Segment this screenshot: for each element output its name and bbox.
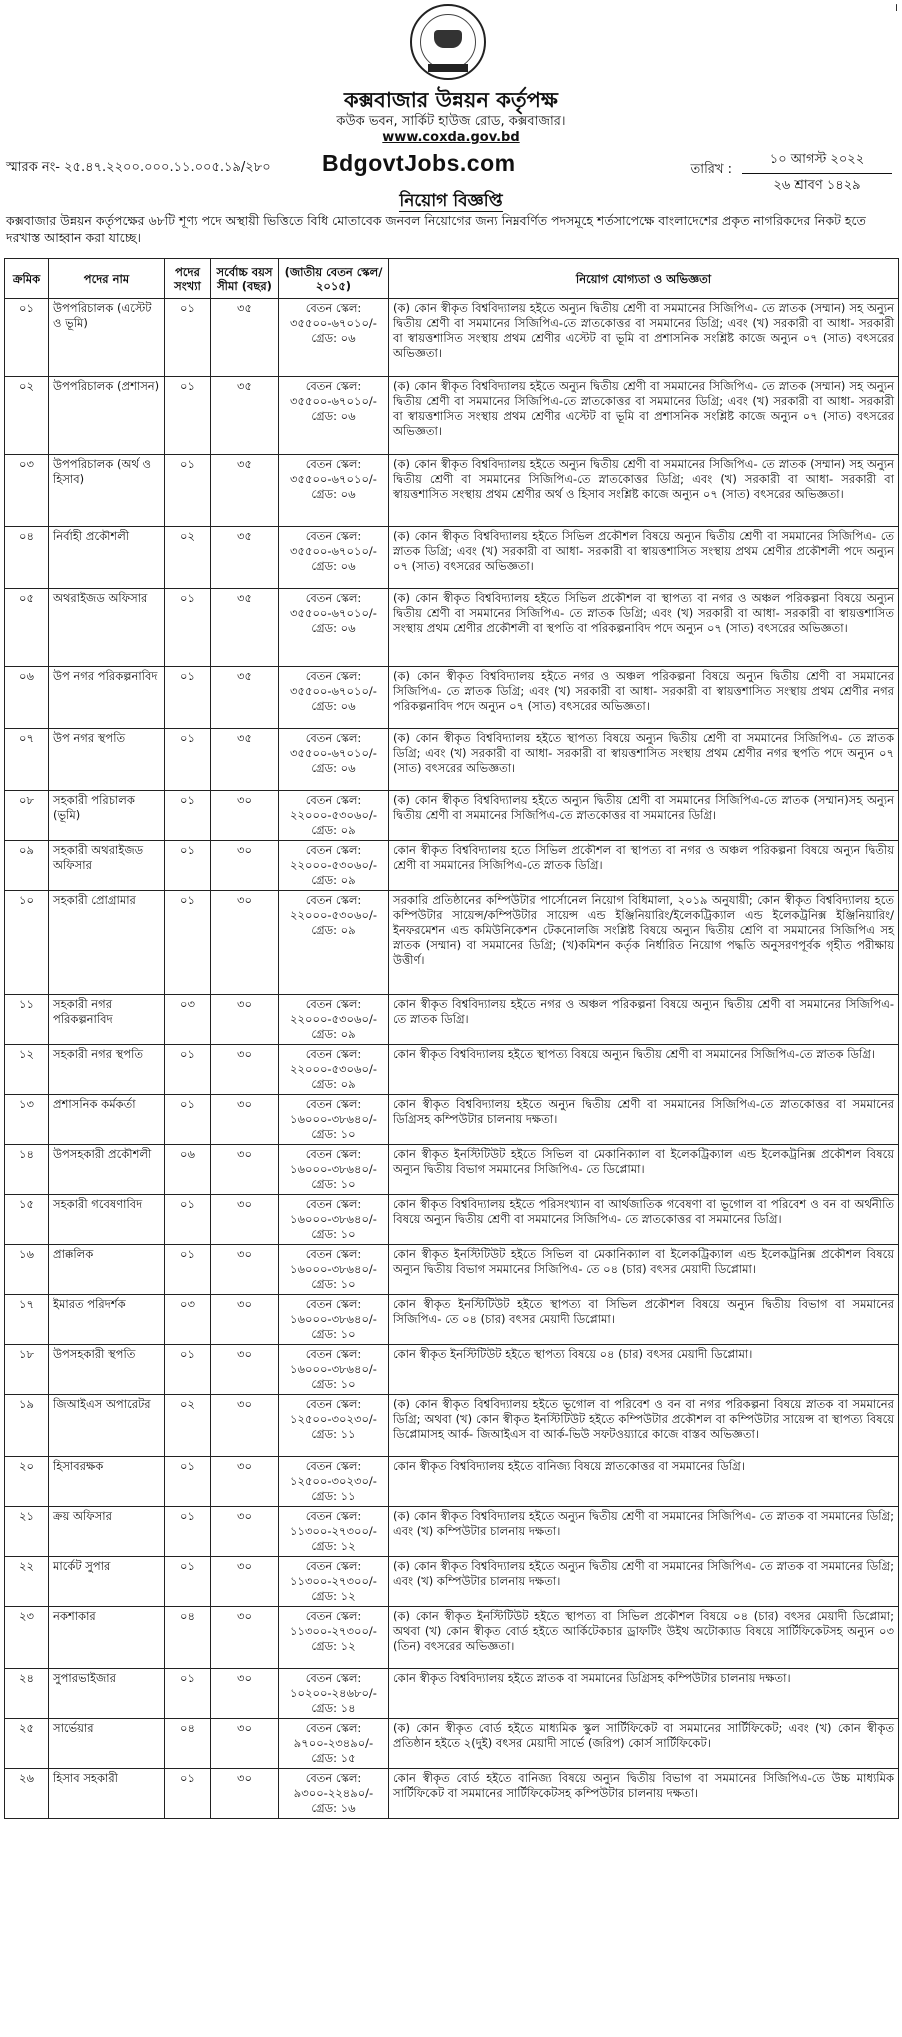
notice-title: নিয়োগ বিজ্ঞপ্তি	[399, 191, 503, 211]
qualification-cell: কোন স্বীকৃত ইনস্টিটিউট হইতে সিভিল বা মেকানিক্যাল বা ইলেকট্রিক্যাল এন্ড ইলেকট্রনিক্স প্রকৌশল বিষয়ে অন্যুন দ্বিতীয় বিভাগ সমমানের সিজিপিএ- তে ০৪ (চার) বৎসর মেয়াদী ডিপ্লোমা।	[389, 1245, 899, 1295]
qualification-cell: (ক) কোন স্বীকৃত বিশ্ববিদ্যালয় হইতে নগর ও অঞ্চল পরিকল্পনা বিষয়ে অন্যুন দ্বিতীয় শ্রেণী বা সমমানের সিজিপিএ- তে স্নাতক ডিগ্রি; এবং (খ) সরকারী বা আধা- সরকারী বা স্বায়ত্তশাসিত সংস্থায় প্রথম শ্রেণীর নগর পরিকল্পনাবিদ পদে অন্যুন ০৭ (সাত) বৎসরের অভিজ্ঞতা।	[389, 667, 899, 729]
post-count-cell: ০২	[165, 1395, 211, 1457]
pay-scale-cell: বেতন স্কেল: ১০২০০-২৪৬৮০/- গ্রেড: ১৪	[279, 1669, 389, 1719]
max-age-cell: ৩৫	[211, 299, 279, 377]
post-count-cell: ০১	[165, 1769, 211, 1819]
table-row	[5, 1669, 899, 1719]
qualification-cell: কোন স্বীকৃত ইনস্টিটিউট হইতে স্থাপত্য বিষয়ে ০৪ (চার) বৎসর মেয়াদী ডিপ্লোমা।	[389, 1345, 899, 1395]
table-row	[5, 1607, 899, 1669]
table-row	[5, 1295, 899, 1345]
max-age-cell: ৩০	[211, 1457, 279, 1507]
post-name-cell: সহকারী নগর পরিকল্পনাবিদ	[49, 995, 165, 1045]
pay-scale-cell: বেতন স্কেল: ১২৫০০-৩০২৩০/- গ্রেড: ১১	[279, 1457, 389, 1507]
serial-cell: ০৭	[5, 729, 49, 791]
post-name-cell: উপপরিচালক (এস্টেট ও ভূমি)	[49, 299, 165, 377]
pay-scale-cell: বেতন স্কেল: ৩৫৫০০-৬৭০১০/- গ্রেড: ০৬	[279, 527, 389, 589]
header	[0, 0, 902, 193]
pay-scale-cell: বেতন স্কেল: ১৬০০০-৩৮৬৪০/- গ্রেড: ১০	[279, 1145, 389, 1195]
pay-scale-cell: বেতন স্কেল: ২২০০০-৫৩০৬০/- গ্রেড: ০৯	[279, 841, 389, 891]
max-age-cell: ৩০	[211, 1095, 279, 1145]
header-pay: (জাতীয় বেতন স্কেল/২০১৫)	[279, 259, 389, 299]
post-count-cell: ০১	[165, 1345, 211, 1395]
table-row	[5, 1145, 899, 1195]
serial-cell: ০৯	[5, 841, 49, 891]
max-age-cell: ৩০	[211, 1195, 279, 1245]
memo-number: স্মারক নং- ২৫.৪৭.২২০০.০০০.১১.০০৫.১৯/২৮০	[6, 160, 271, 175]
post-count-cell: ০১	[165, 1557, 211, 1607]
pay-scale-cell: বেতন স্কেল: ১১৩০০-২৭৩০০/- গ্রেড: ১২	[279, 1507, 389, 1557]
qualification-cell: (ক) কোন স্বীকৃত বিশ্ববিদ্যালয় হইতে অন্যুন দ্বিতীয় শ্রেণী বা সমমানের সিজিপিএ- তে স্নাতক বা সমমানের ডিগ্রি; এবং (খ) কম্পিউটার চালনায় দক্ষতা।	[389, 1557, 899, 1607]
post-name-cell: সহকারী প্রোগ্রামার	[49, 891, 165, 995]
pay-scale-cell: বেতন স্কেল: ১৬০০০-৩৮৬৪০/- গ্রেড: ১০	[279, 1295, 389, 1345]
pay-scale-cell: বেতন স্কেল: ২২০০০-৫৩০৬০/- গ্রেড: ০৯	[279, 891, 389, 995]
table-row	[5, 527, 899, 589]
post-name-cell: অথরাইজড অফিসার	[49, 589, 165, 667]
post-name-cell: জিআইএস অপারেটর	[49, 1395, 165, 1457]
post-name-cell: উপসহকারী প্রকৌশলী	[49, 1145, 165, 1195]
post-count-cell: ০১	[165, 1045, 211, 1095]
pay-scale-cell: বেতন স্কেল: ১৬০০০-৩৮৬৪০/- গ্রেড: ১০	[279, 1345, 389, 1395]
serial-cell: ১৯	[5, 1395, 49, 1457]
post-count-cell: ০১	[165, 1457, 211, 1507]
max-age-cell: ৩৫	[211, 729, 279, 791]
qualification-cell: (ক) কোন স্বীকৃত বিশ্ববিদ্যালয় হইতে সিভিল প্রকৌশল বা স্থাপত্য বা নগর ও অঞ্চল পরিকল্পনা বিষয়ে অন্যুন দ্বিতীয় শ্রেণী বা সমমানের সিজিপিএ- তে স্নাতক ডিগ্রি; এবং (খ) সরকারী বা আধা- সরকারী বা স্বায়ত্তশাসিত সংস্থায় প্রথম শ্রেণীর প্রকৌশলী বা স্থপতি বা পরিকল্পনাবিদ পদে অন্যুন ০৭ (সাত) বৎসরের অভিজ্ঞতা।	[389, 589, 899, 667]
qualification-cell: সরকারি প্রতিষ্ঠানের কম্পিউটার পার্সোনেল নিয়োগ বিধিমালা, ২০১৯ অনুযায়ী; কোন স্বীকৃত বিশ্ববিদ্যালয় হতে কম্পিউটার সায়েন্স/কম্পিউটার সায়েন্স এন্ড ইঞ্জিনিয়ারিং/ইলেকট্রিক্যাল এন্ড ইলেকট্রনিক্স ইঞ্জিনিয়ারিং/ইনফরমেশন এন্ড কমিউনিকেশন টেকনোলজি সংশ্লিষ্ট বিষয়ে অন্যুন দ্বিতীয় শ্রেণি বা সমমানের সিজিপিএ সহ স্নাতক (সম্মান) বা সমমানের ডিগ্রি; (খ)কমিশন কর্তৃক নির্ধারিত নিয়োগ পদ্ধতি অনুসরণপূর্বক গৃহীত পরীক্ষায় উত্তীর্ণ।	[389, 891, 899, 995]
pay-scale-cell: বেতন স্কেল: ৩৫৫০০-৬৭০১০/- গ্রেড: ০৬	[279, 299, 389, 377]
serial-cell: ১০	[5, 891, 49, 995]
qualification-cell: (ক) কোন স্বীকৃত ইনস্টিটিউট হইতে স্থাপত্য বা সিভিল প্রকৌশল বিষয়ে ০৪ (চার) বৎসর মেয়াদী ডিপ্লোমা; অথবা (খ) কোন স্বীকৃত বোর্ড হইতে আর্কিটেকচার ড্রাফটিং উইথ অটোক্যাড বিষয়ে সার্টিফিকেটসহ অন্যুন ০৩ (তিন) বৎসরের অভিজ্ঞতা।	[389, 1607, 899, 1669]
date-label: তারিখ :	[690, 162, 732, 177]
serial-cell: ২১	[5, 1507, 49, 1557]
max-age-cell: ৩৫	[211, 527, 279, 589]
post-count-cell: ০৩	[165, 995, 211, 1045]
table-row	[5, 729, 899, 791]
post-name-cell: ইমারত পরিদর্শক	[49, 1295, 165, 1345]
qualification-cell: কোন স্বীকৃত বিশ্ববিদ্যালয় হইতে বানিজ্য বিষয়ে স্নাতকোত্তর বা সমমানের ডিগ্রি।	[389, 1457, 899, 1507]
table-row	[5, 667, 899, 729]
serial-cell: ২৩	[5, 1607, 49, 1669]
pay-scale-cell: বেতন স্কেল: ২২০০০-৫৩০৬০/- গ্রেড: ০৯	[279, 995, 389, 1045]
pay-scale-cell: বেতন স্কেল: ৩৫৫০০-৬৭০১০/- গ্রেড: ০৬	[279, 455, 389, 527]
date-bangla: ২৬ শ্রাবণ ১৪২৯	[773, 178, 861, 193]
max-age-cell: ৩০	[211, 1607, 279, 1669]
serial-cell: ১৬	[5, 1245, 49, 1295]
max-age-cell: ৩০	[211, 1295, 279, 1345]
serial-cell: ২০	[5, 1457, 49, 1507]
vacancy-table	[4, 258, 899, 1819]
serial-cell: ২২	[5, 1557, 49, 1607]
pay-scale-cell: বেতন স্কেল: ২২০০০-৫৩০৬০/- গ্রেড: ০৯	[279, 791, 389, 841]
table-row	[5, 377, 899, 455]
serial-cell: ২৬	[5, 1769, 49, 1819]
qualification-cell: (ক) কোন স্বীকৃত বিশ্ববিদ্যালয় হইতে অন্যুন দ্বিতীয় শ্রেণী বা সমমানের সিজিপিএ- তে স্নাতক (সম্মান) সহ অন্যুন দ্বিতীয় শ্রেণী বা সমমানের সিজিপিএ-তে স্নাতকোত্তর বা সমমানের ডিগ্রি; এবং (খ) সরকারী বা আধা- সরকারী বা স্বায়ত্তশাসিত সংস্থায় প্রথম শ্রেণীর এস্টেট বা ভূমি বা প্রশাসনিক সংশ্লিষ্ট কাজে অন্যুন ০৭ (সাত) বৎসরের অভিজ্ঞতা।	[389, 299, 899, 377]
pay-scale-cell: বেতন স্কেল: ১৬০০০-৩৮৬৪০/- গ্রেড: ১০	[279, 1095, 389, 1145]
max-age-cell: ৩৫	[211, 377, 279, 455]
table-row	[5, 995, 899, 1045]
max-age-cell: ৩০	[211, 1507, 279, 1557]
max-age-cell: ৩০	[211, 1395, 279, 1457]
org-website-link[interactable]: www.coxda.gov.bd	[382, 130, 520, 145]
max-age-cell: ৩৫	[211, 589, 279, 667]
serial-cell: ১১	[5, 995, 49, 1045]
pay-scale-cell: বেতন স্কেল: ৯৩০০-২২৪৯০/- গ্রেড: ১৬	[279, 1769, 389, 1819]
table-row	[5, 1045, 899, 1095]
max-age-cell: ৩০	[211, 1245, 279, 1295]
serial-cell: ১৮	[5, 1345, 49, 1395]
page-marker: ।	[893, 1, 898, 14]
post-name-cell: উপ নগর পরিকল্পনাবিদ	[49, 667, 165, 729]
post-count-cell: ০১	[165, 841, 211, 891]
qualification-cell: কোন স্বীকৃত বিশ্ববিদ্যালয় হইতে স্থাপত্য বিষয়ে অন্যুন দ্বিতীয় শ্রেণী বা সমমানের সিজিপিএ-তে স্নাতক ডিগ্রি।	[389, 1045, 899, 1095]
post-count-cell: ০৩	[165, 1295, 211, 1345]
post-name-cell: হিসাবরক্ষক	[49, 1457, 165, 1507]
table-row	[5, 1345, 899, 1395]
serial-cell: ০৩	[5, 455, 49, 527]
post-name-cell: উপপরিচালক (অর্থ ও হিসাব)	[49, 455, 165, 527]
table-header-row	[5, 259, 899, 299]
pay-scale-cell: বেতন স্কেল: ১৬০০০-৩৮৬৪০/- গ্রেড: ১০	[279, 1245, 389, 1295]
qualification-cell: কোন স্বীকৃত ইনস্টিটিউট হইতে সিভিল বা মেকানিক্যাল বা ইলেকট্রিক্যাল এন্ড ইলেকট্রনিক্স প্রকৌশল বিষয়ে অন্যুন দ্বিতীয় বিভাগ সমমানের সিজিপিএ- তে ডিপ্লোমা।	[389, 1145, 899, 1195]
serial-cell: ০৮	[5, 791, 49, 841]
pay-scale-cell: বেতন স্কেল: ১৬০০০-৩৮৬৪০/- গ্রেড: ১০	[279, 1195, 389, 1245]
serial-cell: ০৬	[5, 667, 49, 729]
post-count-cell: ০১	[165, 791, 211, 841]
watermark-text: BdgovtJobs.com	[322, 150, 516, 176]
pay-scale-cell: বেতন স্কেল: ৯৭০০-২৩৪৯০/- গ্রেড: ১৫	[279, 1719, 389, 1769]
serial-cell: ১৩	[5, 1095, 49, 1145]
post-name-cell: সহকারী অথরাইজড অফিসার	[49, 841, 165, 891]
header-age: সর্বোচ্চ বয়স সীমা (বছর)	[211, 259, 279, 299]
pay-scale-cell: বেতন স্কেল: ৩৫৫০০-৬৭০১০/- গ্রেড: ০৬	[279, 377, 389, 455]
coxda-logo-icon	[410, 4, 486, 80]
post-name-cell: নির্বাহী প্রকৌশলী	[49, 527, 165, 589]
serial-cell: ১৫	[5, 1195, 49, 1245]
post-count-cell: ০১	[165, 667, 211, 729]
qualification-cell: (ক) কোন স্বীকৃত বিশ্ববিদ্যালয় হইতে অন্যুন দ্বিতীয় শ্রেণী বা সমমানের সিজিপিএ-তে স্নাতক (সম্মান)সহ অন্যুন দ্বিতীয় শ্রেণী বা সমমানের সিজিপিএ-তে স্নাতকোত্তর বা সমমানের ডিগ্রি।	[389, 791, 899, 841]
max-age-cell: ৩৫	[211, 455, 279, 527]
post-name-cell: প্রাক্কলিক	[49, 1245, 165, 1295]
post-name-cell: সার্ভেয়ার	[49, 1719, 165, 1769]
pay-scale-cell: বেতন স্কেল: ১১৩০০-২৭৩০০/- গ্রেড: ১২	[279, 1607, 389, 1669]
org-name: কক্সবাজার উন্নয়ন কর্তৃপক্ষ	[344, 88, 558, 112]
serial-cell: ০৫	[5, 589, 49, 667]
pay-scale-cell: বেতন স্কেল: ৩৫৫০০-৬৭০১০/- গ্রেড: ০৬	[279, 589, 389, 667]
table-row	[5, 1245, 899, 1295]
post-count-cell: ০২	[165, 527, 211, 589]
post-count-cell: ০১	[165, 299, 211, 377]
date-english: ১০ আগস্ট ২০২২	[742, 150, 892, 174]
qualification-cell: কোন স্বীকৃত বিশ্ববিদ্যালয় হতে সিভিল প্রকৌশল বা স্থাপত্য বা নগর ও অঞ্চল পরিকল্পনা বিষয়ে অন্যুন দ্বিতীয় শ্রেণী বা সমমানের সিজিপিএ-তে স্নাতক ডিগ্রি।	[389, 841, 899, 891]
post-name-cell: হিসাব সহকারী	[49, 1769, 165, 1819]
post-count-cell: ০৪	[165, 1719, 211, 1769]
table-row	[5, 1095, 899, 1145]
qualification-cell: কোন স্বীকৃত বিশ্ববিদ্যালয় হইতে পরিসংখ্যান বা আর্থজাতিক গবেষণা বা ভূগোল বা পরিবেশ ও বন বা অর্থনীতি বিষয়ে অন্যুন দ্বিতীয় শ্রেণী বা সমমানের সিজিপিএ- তে স্নাতকোত্তর বা সমমানের ডিগ্রি।	[389, 1195, 899, 1245]
qualification-cell: (ক) কোন স্বীকৃত বোর্ড হইতে মাধ্যমিক স্কুল সার্টিফিকেট বা সমমানের সার্টিফিকেট; এবং (খ) কোন স্বীকৃত প্রতিষ্ঠান হইতে ২(দুই) বৎসর মেয়াদী সার্ভে (জরিপ) কোর্স সার্টিফিকেট।	[389, 1719, 899, 1769]
post-count-cell: ০৬	[165, 1145, 211, 1195]
serial-cell: ১৪	[5, 1145, 49, 1195]
max-age-cell: ৩০	[211, 1719, 279, 1769]
serial-cell: ০১	[5, 299, 49, 377]
qualification-cell: (ক) কোন স্বীকৃত বিশ্ববিদ্যালয় হইতে ভূগোল বা পরিবেশ ও বন বা নগর পরিকল্পনা বিষয়ে স্নাতক বা সমমানের ডিগ্রি; অথবা (খ) কোন স্বীকৃত ইনস্টিটিউট হইতে কম্পিউটার প্রকৌশল বা কম্পিউটার সায়েন্স বা স্থাপত্য বিষয়ে ডিপ্লোমাসহ আর্ক- জিআইএস বা আর্ক-ভিউ সফটওয়্যারে কাজে বাস্তব অভিজ্ঞতা।	[389, 1395, 899, 1457]
pay-scale-cell: বেতন স্কেল: ৩৫৫০০-৬৭০১০/- গ্রেড: ০৬	[279, 667, 389, 729]
table-row	[5, 791, 899, 841]
max-age-cell: ৩০	[211, 1045, 279, 1095]
qualification-cell: (ক) কোন স্বীকৃত বিশ্ববিদ্যালয় হইতে অন্যুন দ্বিতীয় শ্রেণী বা সমমানের সিজিপিএ- তে স্নাতক (সম্মান) সহ অন্যুন দ্বিতীয় শ্রেণী বা সমমানের সিজিপিএ-তে স্নাতকোত্তর ডিগ্রি; এবং (খ) সরকারী বা আধা- সরকারী বা স্বায়ত্তশাসিত সংস্থায় প্রথম শ্রেণীর অর্থ ও হিসাব সংশ্লিষ্ট কাজে অন্যুন ০৭ (সাত) বৎসরের অভিজ্ঞতা।	[389, 455, 899, 527]
qualification-cell: (ক) কোন স্বীকৃত বিশ্ববিদ্যালয় হইতে অন্যুন দ্বিতীয় শ্রেণী বা সমমানের সিজিপিএ- তে স্নাতক বা সমমানের ডিগ্রি; এবং (খ) কম্পিউটার চালনায় দক্ষতা।	[389, 1507, 899, 1557]
header-post: পদের নাম	[49, 259, 165, 299]
max-age-cell: ৩০	[211, 1145, 279, 1195]
table-row	[5, 455, 899, 527]
post-name-cell: উপপরিচালক (প্রশাসন)	[49, 377, 165, 455]
max-age-cell: ৩০	[211, 891, 279, 995]
pay-scale-cell: বেতন স্কেল: ২২০০০-৫৩০৬০/- গ্রেড: ০৯	[279, 1045, 389, 1095]
post-name-cell: সহকারী পরিচালক (ভূমি)	[49, 791, 165, 841]
post-count-cell: ০১	[165, 1507, 211, 1557]
post-count-cell: ০১	[165, 891, 211, 995]
post-name-cell: সহকারী গবেষণাবিদ	[49, 1195, 165, 1245]
post-count-cell: ০১	[165, 1195, 211, 1245]
serial-cell: ২৪	[5, 1669, 49, 1719]
qualification-cell: কোন স্বীকৃত বিশ্ববিদ্যালয় হইতে স্নাতক বা সমমানের ডিগ্রিসহ কম্পিউটার চালনায় দক্ষতা।	[389, 1669, 899, 1719]
post-name-cell: সুপারভাইজার	[49, 1669, 165, 1719]
max-age-cell: ৩০	[211, 841, 279, 891]
post-name-cell: উপ নগর স্থপতি	[49, 729, 165, 791]
pay-scale-cell: বেতন স্কেল: ১২৫০০-৩০২৩০/- গ্রেড: ১১	[279, 1395, 389, 1457]
table-row	[5, 299, 899, 377]
intro-paragraph: কক্সবাজার উন্নয়ন কর্তৃপক্ষের ৬৮টি শূণ্য পদে অস্থায়ী ভিত্তিতে বিধি মোতাবেক জনবল নিয়োগের জন্য নিম্নবর্ণিত পদসমূহে শর্তসাপেক্ষে বাংলাদেশের প্রকৃত নাগরিকদের নিকট হতে দরখাস্ত আহ্বান করা যাচ্ছে।	[6, 213, 866, 245]
max-age-cell: ৩৫	[211, 667, 279, 729]
max-age-cell: ৩০	[211, 791, 279, 841]
max-age-cell: ৩০	[211, 995, 279, 1045]
max-age-cell: ৩০	[211, 1669, 279, 1719]
max-age-cell: ৩০	[211, 1345, 279, 1395]
table-row	[5, 1195, 899, 1245]
table-row	[5, 1719, 899, 1769]
table-row	[5, 1507, 899, 1557]
header-serial: ক্রমিক	[5, 259, 49, 299]
serial-cell: ১২	[5, 1045, 49, 1095]
serial-cell: ০৪	[5, 527, 49, 589]
post-count-cell: ০৪	[165, 1607, 211, 1669]
header-count: পদের সংখ্যা	[165, 259, 211, 299]
post-name-cell: প্রশাসনিক কর্মকর্তা	[49, 1095, 165, 1145]
table-row	[5, 891, 899, 995]
serial-cell: ০২	[5, 377, 49, 455]
qualification-cell: কোন স্বীকৃত বিশ্ববিদ্যালয় হইতে অন্যুন দ্বিতীয় শ্রেণী বা সমমানের সিজিপিএ-তে স্নাতকোত্তর বা সমমানের ডিগ্রিসহ কম্পিউটার চালনায় দক্ষতা।	[389, 1095, 899, 1145]
post-name-cell: ক্রয় অফিসার	[49, 1507, 165, 1557]
post-count-cell: ০১	[165, 589, 211, 667]
post-name-cell: উপসহকারী স্থপতি	[49, 1345, 165, 1395]
qualification-cell: (ক) কোন স্বীকৃত বিশ্ববিদ্যালয় হইতে স্থাপত্য বিষয়ে অন্যুন দ্বিতীয় শ্রেণী বা সমমানের সিজিপিএ- তে স্নাতক ডিগ্রি; এবং (খ) সরকারী বা আধা- সরকারী বা স্বায়ত্তশাসিত সংস্থায় প্রথম শ্রেণীর নগর স্থপতি পদে অন্যুন ০৭ (সাত) বৎসরের অভিজ্ঞতা।	[389, 729, 899, 791]
qualification-cell: কোন স্বীকৃত ইনস্টিটিউট হইতে স্থাপত্য বা সিভিল প্রকৌশল বিষয়ে অন্যুন দ্বিতীয় বিভাগ বা সমমানের সিজিপিএ- তে ০৪ (চার) বৎসর মেয়াদী ডিপ্লোমা।	[389, 1295, 899, 1345]
table-row	[5, 841, 899, 891]
org-address: কউক ভবন, সার্কিট হাউজ রোড, কক্সবাজার।	[336, 114, 566, 129]
post-name-cell: সহকারী নগর স্থপতি	[49, 1045, 165, 1095]
qualification-cell: কোন স্বীকৃত বিশ্ববিদ্যালয় হইতে নগর ও অঞ্চল পরিকল্পনা বিষয়ে অন্যুন দ্বিতীয় শ্রেণী বা সমমানের সিজিপিএ-তে স্নাতক ডিগ্রি।	[389, 995, 899, 1045]
qualification-cell: (ক) কোন স্বীকৃত বিশ্ববিদ্যালয় হইতে অন্যুন দ্বিতীয় শ্রেণী বা সমমানের সিজিপিএ- তে স্নাতক (সম্মান) সহ অন্যুন দ্বিতীয় শ্রেণী বা সমমানের সিজিপিএ-তে স্নাতকোত্তর বা সমমানের ডিগ্রি; এবং (খ) সরকারী বা আধা- সরকারী বা স্বায়ত্তশাসিত সংস্থায় প্রথম শ্রেণীর এস্টেট বা ভূমি বা প্রশাসনিক সংশ্লিষ্ট কাজে অন্যুন ০৭ (সাত) বৎসরের অভিজ্ঞতা।	[389, 377, 899, 455]
post-count-cell: ০১	[165, 1095, 211, 1145]
pay-scale-cell: বেতন স্কেল: ১১৩০০-২৭৩০০/- গ্রেড: ১২	[279, 1557, 389, 1607]
header-qualification: নিয়োগ যোগ্যতা ও অভিজ্ঞতা	[389, 259, 899, 299]
table-row	[5, 1395, 899, 1457]
post-count-cell: ০১	[165, 377, 211, 455]
table-row	[5, 1557, 899, 1607]
pay-scale-cell: বেতন স্কেল: ৩৫৫০০-৬৭০১০/- গ্রেড: ০৬	[279, 729, 389, 791]
max-age-cell: ৩০	[211, 1557, 279, 1607]
qualification-cell: কোন স্বীকৃত বোর্ড হইতে বানিজ্য বিষয়ে অন্যুন দ্বিতীয় বিভাগ বা সমমানের সিজিপিএ-তে উচ্চ মাধ্যমিক সার্টিফিকেট বা সমমানের সার্টিফিকেটসহ কম্পিউটার চালনায় দক্ষতা।	[389, 1769, 899, 1819]
qualification-cell: (ক) কোন স্বীকৃত বিশ্ববিদ্যালয় হইতে সিভিল প্রকৌশল বিষয়ে অন্যুন দ্বিতীয় শ্রেণী বা সমমানের সিজিপিএ- তে স্নাতক ডিগ্রি; এবং (খ) সরকারী বা আধা- সরকারী বা স্বায়ত্তশাসিত সংস্থায় প্রথম শ্রেণীর প্রকৌশলী পদে অন্যুন ০৭ (সাত) বৎসরের অভিজ্ঞতা।	[389, 527, 899, 589]
serial-cell: ২৫	[5, 1719, 49, 1769]
table-row	[5, 1769, 899, 1819]
serial-cell: ১৭	[5, 1295, 49, 1345]
post-count-cell: ০১	[165, 729, 211, 791]
post-count-cell: ০১	[165, 455, 211, 527]
post-count-cell: ০১	[165, 1245, 211, 1295]
table-body	[5, 299, 899, 1819]
post-name-cell: নকশাকার	[49, 1607, 165, 1669]
post-count-cell: ০১	[165, 1669, 211, 1719]
max-age-cell: ৩০	[211, 1769, 279, 1819]
table-row	[5, 1457, 899, 1507]
table-row	[5, 589, 899, 667]
post-name-cell: মার্কেট সুপার	[49, 1557, 165, 1607]
